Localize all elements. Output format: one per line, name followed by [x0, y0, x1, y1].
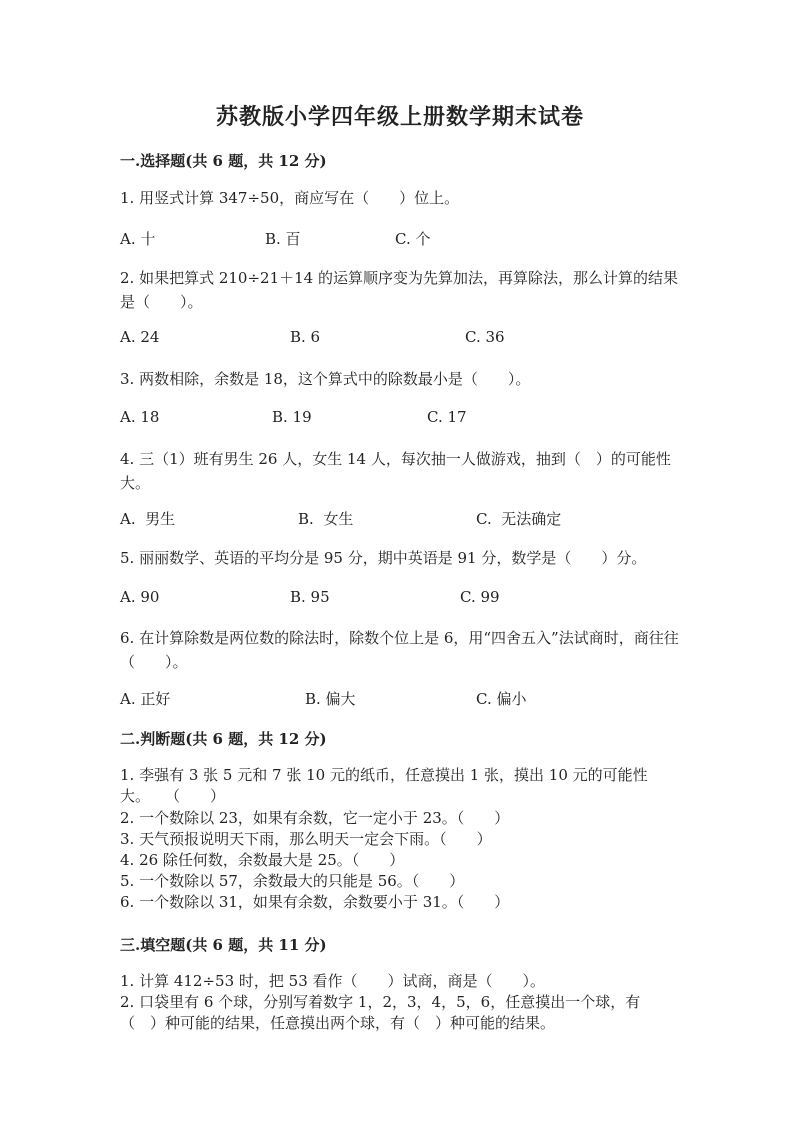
judge-line: 3. 天气预报说明天下雨，那么明天一定会下雨。（ ） [120, 830, 492, 848]
option: A. 24 [120, 328, 160, 346]
judge-line: 大。 （ ） [120, 787, 226, 805]
option: C. 无法确定 [476, 510, 562, 528]
option: B. 19 [272, 408, 312, 426]
exam-title: 苏教版小学四年级上册数学期末试卷 [215, 104, 584, 130]
option: A. 男生 [120, 510, 176, 528]
option: C. 36 [465, 328, 505, 346]
judge-line: 2. 一个数除以 23，如果有余数，它一定小于 23。（ ） [120, 809, 510, 827]
question-stem: 2. 如果把算式 210÷21＋14 的运算顺序变为先算加法，再算除法，那么计算的结果是（ ）。 [120, 269, 678, 311]
judge-line: 5. 一个数除以 57，余数最大的只能是 56。（ ） [120, 872, 465, 890]
judge-line: 4. 26 除任何数，余数最大是 25。（ ） [120, 851, 405, 869]
option: C. 个 [395, 230, 431, 248]
option: B. 百 [265, 230, 301, 248]
section-heading-choice: 一.选择题(共 6 题，共 12 分) [120, 152, 327, 170]
option: C. 99 [460, 588, 500, 606]
section-heading-judge: 二.判断题(共 6 题，共 12 分) [120, 730, 327, 748]
option: B. 偏大 [305, 690, 356, 708]
fill-line: （ ）种可能的结果，任意摸出两个球，有（ ）种可能的结果。 [120, 1014, 556, 1032]
option: B. 女生 [298, 510, 354, 528]
option: A. 正好 [120, 690, 171, 708]
section-heading-fill: 三.填空题(共 6 题，共 11 分) [120, 936, 327, 954]
option: C. 偏小 [476, 690, 527, 708]
judge-line: 1. 李强有 3 张 5 元和 7 张 10 元的纸币，任意摸出 1 张，摸出 10 元的可能性 [120, 766, 648, 784]
option: C. 17 [427, 408, 467, 426]
option: A. 90 [120, 588, 160, 606]
judge-line: 6. 一个数除以 31，如果有余数，余数要小于 31。（ ） [120, 893, 510, 911]
question-stem: 4. 三（1）班有男生 26 人，女生 14 人，每次抽一人做游戏，抽到（ ）的可能性大。 [120, 450, 671, 492]
fill-line: 1. 计算 412÷53 时，把 53 看作（ ）试商，商是（ ）。 [120, 972, 546, 990]
option: A. 十 [120, 230, 156, 248]
option: B. 95 [290, 588, 330, 606]
option: A. 18 [120, 408, 160, 426]
question-stem: 5. 丽丽数学、英语的平均分是 95 分，期中英语是 91 分，数学是（ ）分。 [120, 549, 647, 567]
option: B. 6 [290, 328, 321, 346]
fill-line: 2. 口袋里有 6 个球，分别写着数字 1，2，3，4，5，6，任意摸出一个球，有 [120, 993, 641, 1011]
question-stem: 3. 两数相除，余数是 18，这个算式中的除数最小是（ ）。 [120, 370, 531, 388]
question-stem: 6. 在计算除数是两位数的除法时，除数个位上是 6，用“四舍五入”法试商时，商往往（ ）。 [120, 629, 679, 671]
question-stem: 1. 用竖式计算 347÷50，商应写在（ ）位上。 [120, 189, 460, 207]
